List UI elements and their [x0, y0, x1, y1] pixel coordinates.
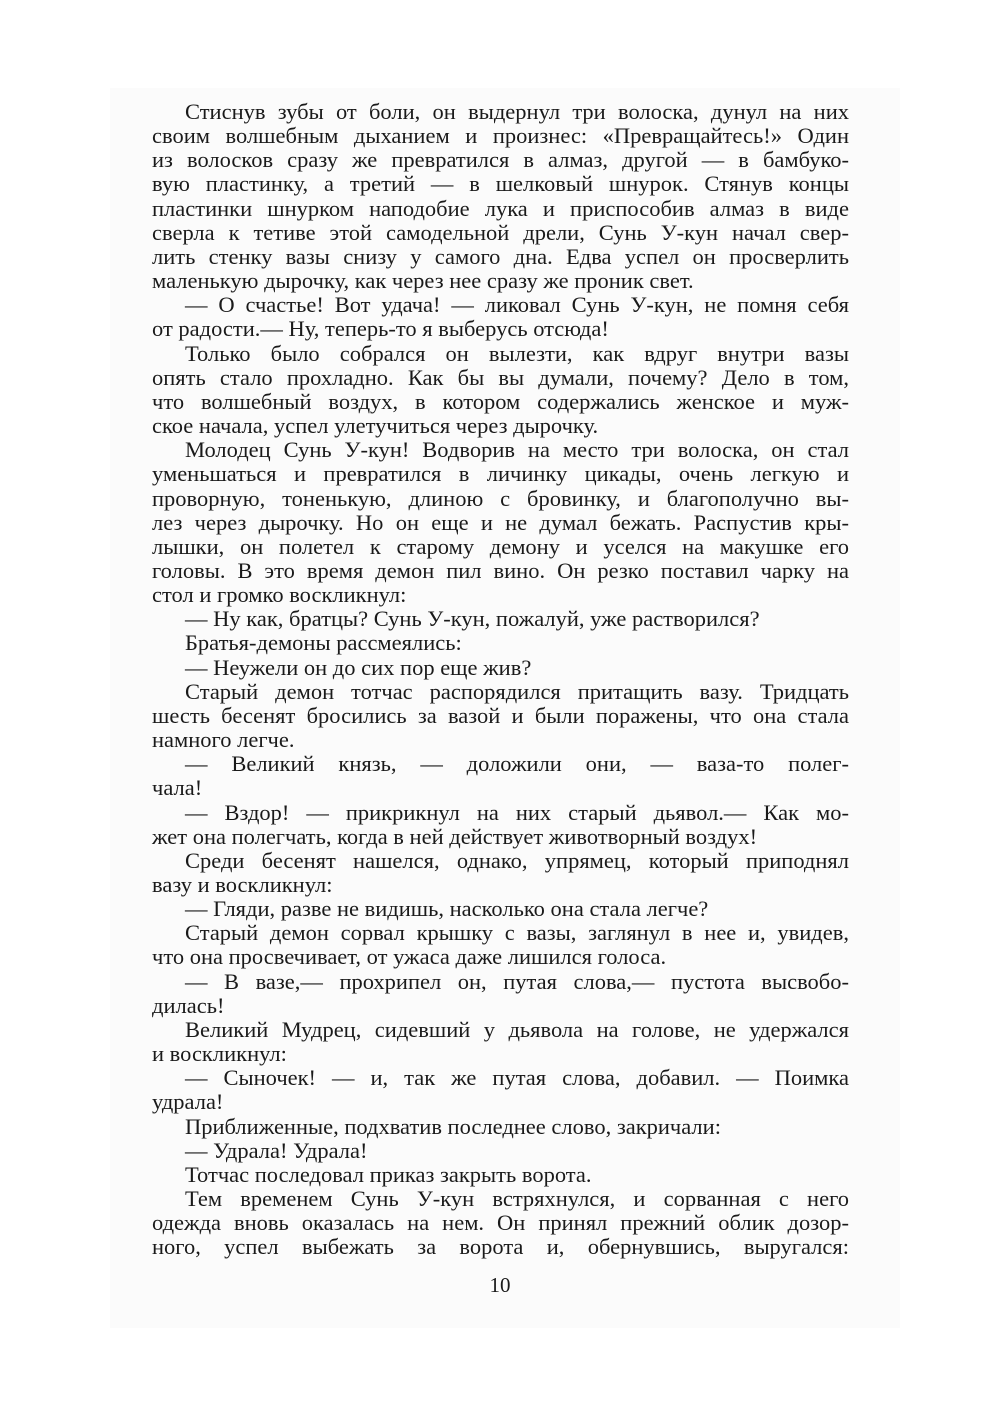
- text-line: — О счастье! Вот удача! — ликовал Сунь У-кун, не помня себя: [185, 292, 849, 318]
- text-line: Братья-демоны рассмеялись:: [185, 630, 462, 656]
- text-line: лышки, он полетел к старому демону и уселся на макушке его: [152, 533, 849, 559]
- paragraph: [152, 342, 849, 439]
- page-number: 10: [489, 1273, 511, 1297]
- text-line: — Великий князь, — доложили они, — ваза-то полег-: [185, 751, 849, 777]
- text-line: Великий Мудрец, сидевший у дьявола на голове, не удержался: [185, 1016, 849, 1042]
- paragraph: [152, 631, 849, 655]
- text-line: — Гляди, разве не видишь, насколько она стала легче?: [185, 896, 709, 922]
- text-line: Стиснув зубы от боли, он выдернул три волоска, дунул на них: [185, 99, 849, 124]
- body-text: [152, 100, 849, 1260]
- text-line: уменьшаться и превратился в личинку цикады, очень легкую и: [152, 461, 849, 487]
- text-line: — Сыночек! — и, так же путая слова, добавил. — Поимка: [185, 1065, 849, 1091]
- text-line: жет она полегчать, когда в ней действует животворный воздух!: [152, 823, 758, 849]
- text-line: — Удрала! Удрала!: [185, 1137, 368, 1163]
- text-line: Приближенные, подхватив последнее слово, закричали:: [185, 1113, 721, 1139]
- text-line: что волшебный воздух, в котором содержались женское и муж-: [152, 388, 849, 414]
- paragraph: [152, 100, 849, 293]
- paragraph: [152, 1115, 849, 1139]
- text-line: Старый демон сорвал крышку с вазы, заглянул в нее и, увидев,: [185, 920, 849, 946]
- text-line: — В вазе,— прохрипел он, путая слова,— пустота высвобо-: [185, 968, 849, 994]
- text-line: из волосков сразу же превратился в алмаз, другой — в бамбуко-: [152, 147, 849, 173]
- text-line: шесть бесенят бросились за вазой и были поражены, что она стала: [152, 702, 849, 728]
- text-line: лить стенку вазы снизу у самого дна. Едва успел он просверлить: [152, 243, 849, 269]
- text-line: Только было собрался он вылезти, как вдруг внутри вазы: [185, 340, 849, 366]
- text-line: Тотчас последовал приказ закрыть ворота.: [185, 1161, 592, 1187]
- paragraph: [152, 1018, 849, 1066]
- text-line: ного, успел выбежать за ворота и, обернувшись, выругался:: [152, 1234, 849, 1260]
- text-line: от радости.— Ну, теперь-то я выберусь отсюда!: [152, 316, 609, 342]
- text-line: головы. В это время демон пил вино. Он резко поставил чарку на: [152, 557, 849, 583]
- paragraph: [152, 607, 849, 631]
- paragraph: [152, 752, 849, 800]
- text-line: Молодец Сунь У-кун! Водворив на место три волоска, он стал: [185, 437, 849, 463]
- text-line: ское начала, успел улетучиться через дырочку.: [152, 413, 599, 439]
- paragraph: [152, 849, 849, 897]
- text-line: — Неужели он до сих пор еще жив?: [185, 654, 532, 680]
- text-line: вазу и воскликнул:: [152, 872, 333, 897]
- paragraph: [152, 801, 849, 849]
- text-line: удрала!: [152, 1089, 224, 1115]
- text-line: своим волшебным дыханием и произнес: «Превращайтесь!» Один: [152, 123, 849, 149]
- paragraph: [152, 293, 849, 341]
- text-line: что она просвечивает, от ужаса даже лишился голоса.: [152, 944, 667, 970]
- text-line: — Ну как, братцы? Сунь У-кун, пожалуй, уже растворился?: [185, 606, 760, 632]
- text-line: опять стало прохладно. Как бы вы думали, почему? Дело в том,: [152, 364, 849, 390]
- paragraph: [152, 897, 849, 921]
- text-line: намного легче.: [152, 727, 295, 753]
- paragraph: [152, 921, 849, 969]
- text-line: и воскликнул:: [152, 1041, 287, 1067]
- text-line: маленькую дырочку, как через нее сразу же проник свет.: [152, 268, 694, 294]
- text-line: пластинки шнурком наподобие лука и приспособив алмаз в виде: [152, 195, 849, 221]
- paragraph: [152, 1187, 849, 1259]
- text-line: Тем временем Сунь У-кун встряхнулся, и сорванная с него: [185, 1186, 849, 1212]
- text-line: вую пластинку, а третий — в шелковый шнурок. Стянув концы: [152, 171, 849, 197]
- paragraph: [152, 656, 849, 680]
- paragraph: [152, 680, 849, 752]
- text-line: чала!: [152, 775, 203, 801]
- text-line: — Вздор! — прикрикнул на них старый дьявол.— Как мо-: [185, 799, 849, 825]
- text-line: проворную, тоненькую, длиною с бровинку, и благополучно вы-: [152, 485, 849, 511]
- text-line: дилась!: [152, 992, 225, 1018]
- paragraph: [152, 970, 849, 1018]
- paragraph: [152, 438, 849, 607]
- text-line: одежда вновь оказалась на нем. Он принял прежний облик дозор-: [152, 1210, 849, 1236]
- text-line: стол и громко воскликнул:: [152, 582, 407, 608]
- text-line: Старый демон тотчас распорядился притащить вазу. Тридцать: [185, 678, 849, 704]
- paragraph: [152, 1163, 849, 1187]
- text-line: сверла к тетиве этой самодельной дрели, Сунь У-кун начал свер-: [152, 219, 849, 245]
- text-line: лез через дырочку. Но он еще и не думал бежать. Распустив кры-: [152, 509, 849, 535]
- paragraph: [152, 1066, 849, 1114]
- text-line: Среди бесенят нашелся, однако, упрямец, который приподнял: [185, 847, 849, 873]
- paragraph: [152, 1139, 849, 1163]
